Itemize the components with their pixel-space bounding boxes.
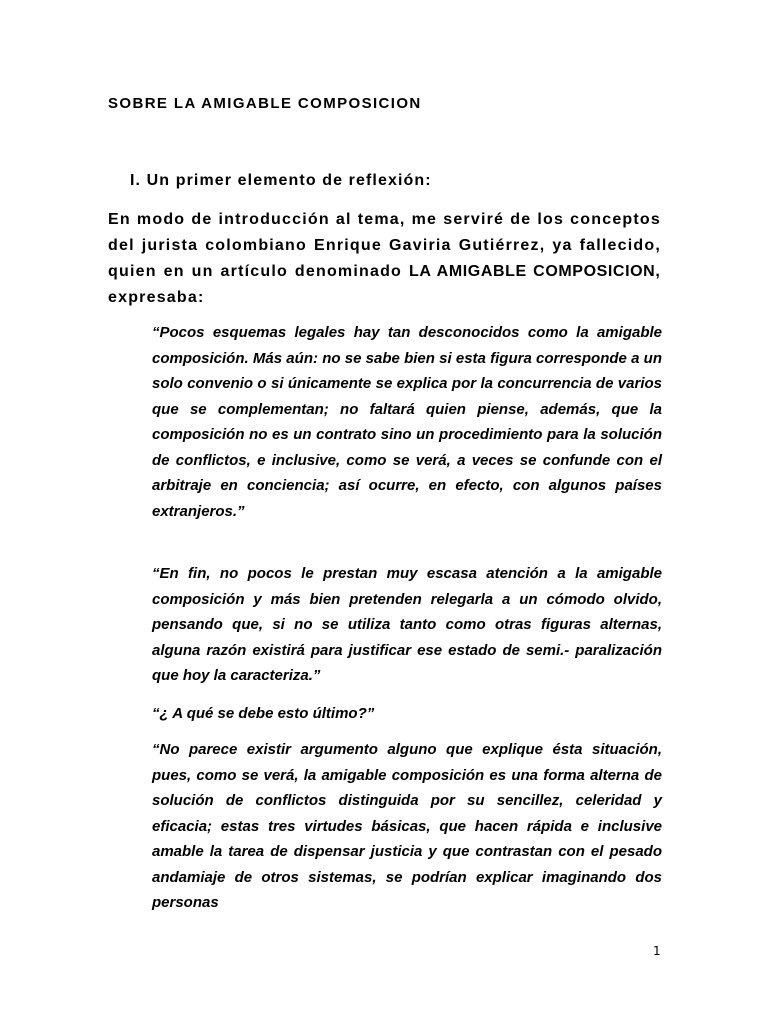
- intro-tail: , expresaba:: [108, 263, 661, 306]
- page-number: 1: [653, 944, 661, 958]
- intro-article-title: LA AMIGABLE COMPOSICION: [408, 263, 656, 280]
- quote-paragraph: “En fin, no pocos le prestan muy escasa atención a la amigable composición y más bien pretenden relegarla a un cómodo olvido, pensando que, si no se utiliza tanto como otras figuras alternas, alguna razón existirá para justificar ese estado de semi.- paralización que hoy la caracteriza.”: [152, 565, 662, 684]
- intro-text: En modo de introducción al tema, me serviré de los conceptos del jurista colombiano Enrique Gaviria Gutiérrez, ya fallecido, quien en un artículo denominado: [108, 211, 661, 280]
- quote-paragraph: “No parece existir argumento alguno que explique ésta situación, pues, como se verá, la amigable composición es una forma alterna de solución de conflictos distinguida por su sencillez, celeridad y eficacia; estas tres virtudes básicas, que hacen rápida e inclusive amable la tarea de dispensar justicia y que contrastan con el pesado andamiaje de otros sistemas, se podrían explicar imaginando dos personas: [152, 741, 662, 911]
- intro-paragraph: [108, 207, 661, 311]
- quote-paragraph: “¿ A qué se debe esto último?”: [152, 705, 375, 722]
- document-title: SOBRE LA AMIGABLE COMPOSICION: [108, 95, 422, 112]
- section-heading: I. Un primer elemento de reflexión:: [130, 172, 432, 189]
- quote-paragraph: “Pocos esquemas legales hay tan desconocidos como la amigable composición. Más aún: no se sabe bien si esta figura corresponde a un solo convenio o si únicamente se explica por la concurrencia de varios que se complementan; no faltará quien piense, además, que la composición no es un contrato sino un procedimiento para la solución de conflictos, e inclusive, como se verá, a veces se confunde con el arbitraje en conciencia; así ocurre, en efecto, con algunos países extranjeros.”: [152, 324, 662, 520]
